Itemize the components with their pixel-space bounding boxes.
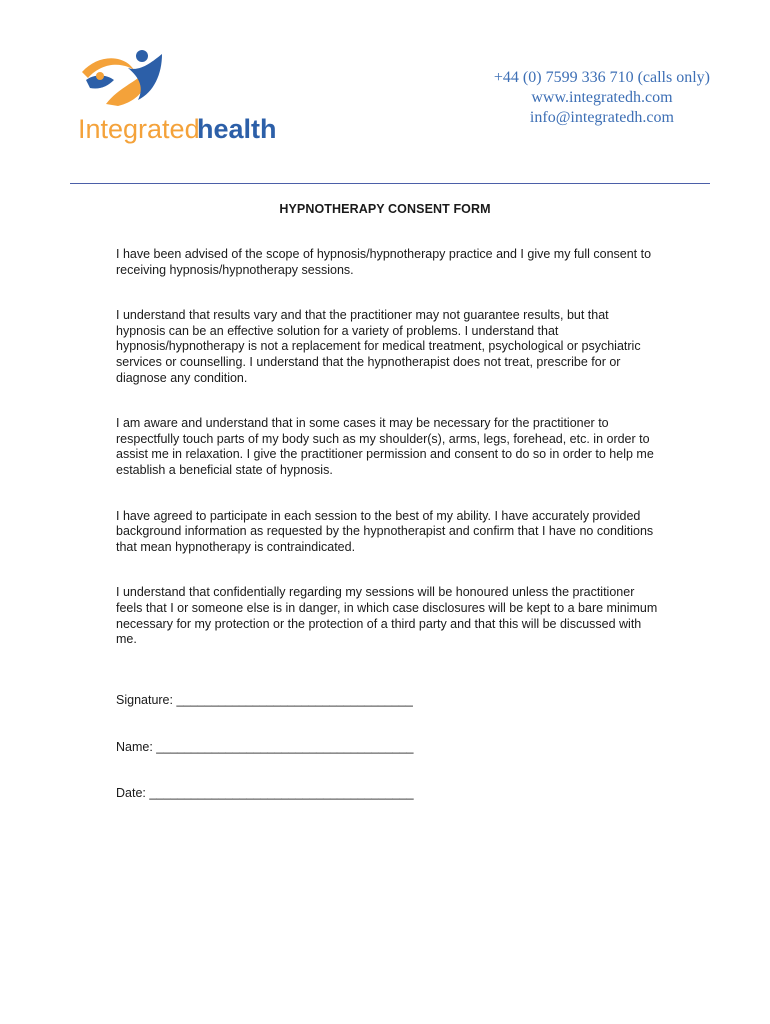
paragraph-participation: I have agreed to participate in each session to the best of my ability. I have accurately provided background information as requested by the hypnotherapist and confirm that I have no conditions that mean hypnotherapy is contraindicated. <box>116 508 654 554</box>
contact-website[interactable]: www.integratedh.com <box>531 89 673 106</box>
consent-body <box>116 247 661 678</box>
paragraph-touch: I am aware and understand that in some cases it may be necessary for the practitioner to respectfully touch parts of my body such as my shoulder(s), arms, legs, forehead, etc. in order to assist me in relaxation. I give the practitioner permission and consent to do so in order to help me establish a beneficial state of hypnosis. <box>116 416 654 477</box>
paragraph-scope: I have been advised of the scope of hypnosis/hypnotherapy practice and I give my full consent to receiving hypnosis/hypnotherapy sessions. <box>116 247 652 277</box>
logo-text-health: health <box>197 114 277 144</box>
company-logo <box>78 48 293 148</box>
contact-email[interactable]: info@integratedh.com <box>529 109 674 126</box>
signature-fields <box>116 693 414 833</box>
header-divider <box>70 183 710 184</box>
form-title: HYPNOTHERAPY CONSENT FORM <box>279 202 491 216</box>
signature-field[interactable]: Signature: __________________________________ <box>116 693 413 707</box>
paragraph-confidentiality: I understand that confidentially regarding my sessions will be honoured unless the practitioner feels that I or someone else is in danger, in which case disclosures will be kept to a bare minimum necessary for my protection or the protection of a third party and that this will be discussed with me. <box>116 585 658 647</box>
logo-text-integrated: Integrated <box>78 114 200 144</box>
contact-phone: +44 (0) 7599 336 710 (calls only) <box>493 69 710 86</box>
name-field[interactable]: Name: _____________________________________ <box>116 739 414 754</box>
contact-block <box>494 68 710 128</box>
date-field[interactable]: Date: ______________________________________ <box>116 786 414 800</box>
paragraph-results: I understand that results vary and that the practitioner may not guarantee results, but that hypnosis can be an effective solution for a variety of problems. I understand that hypnosis/hypnotherapy is not a replacement for medical treatment, psychological or psychiatric services or counselling. I understand that the hypnotherapist does not treat, prescribe for or diagnose any condition. <box>116 308 641 385</box>
